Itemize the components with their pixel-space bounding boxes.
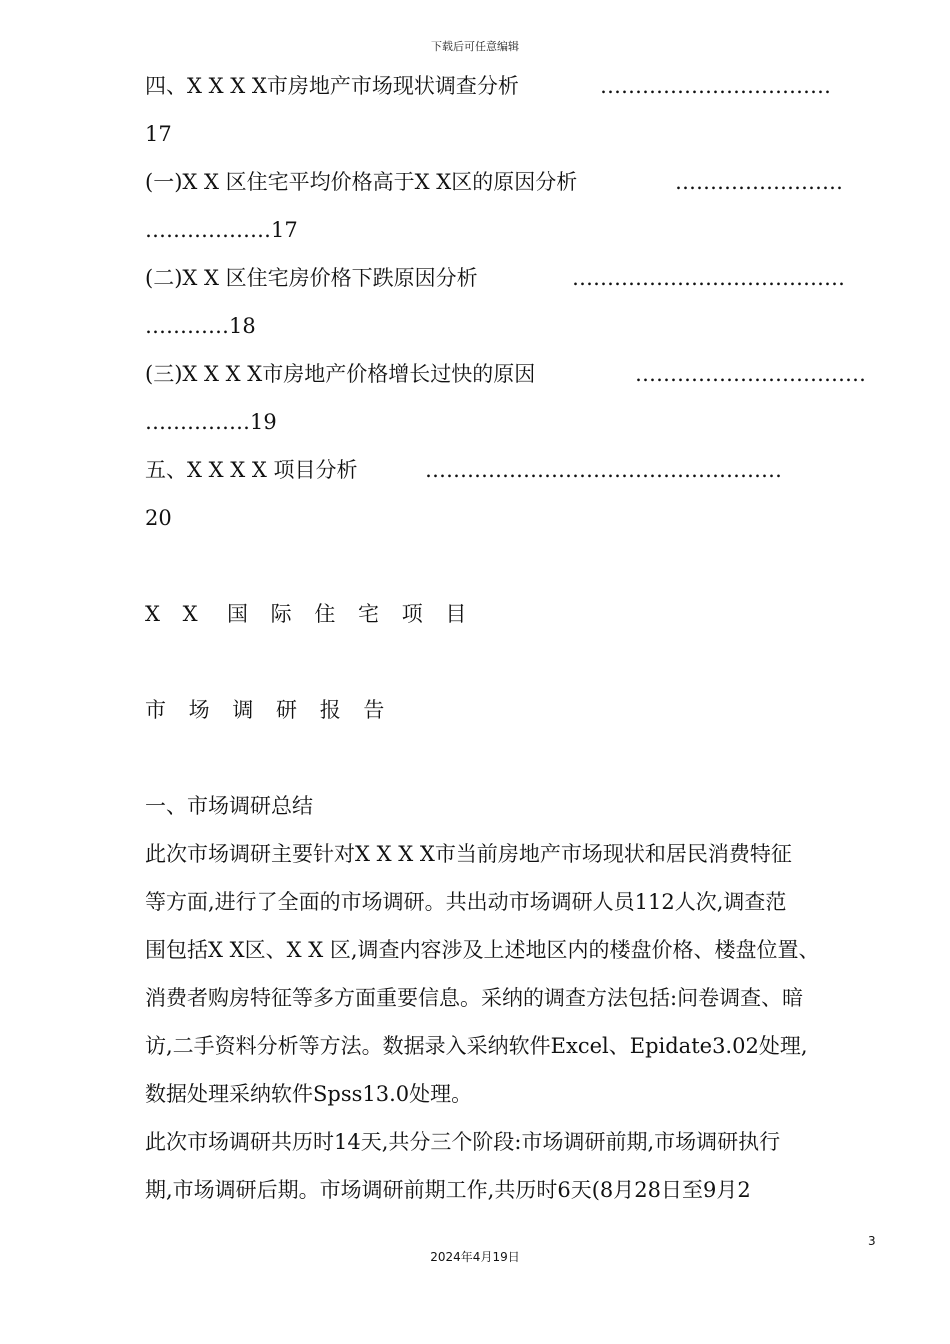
toc-page-line bbox=[145, 398, 895, 446]
toc-dots: …………………………… bbox=[635, 362, 866, 386]
page-header: 下载后可任意编辑 bbox=[431, 40, 519, 53]
toc-entry bbox=[145, 446, 895, 494]
toc-entry bbox=[145, 158, 895, 206]
toc-title: 五、X X X X 项目分析 bbox=[145, 458, 358, 482]
paragraph-line: 访,二手资料分析等方法。数据录入采纳软件Excel、Epidate3.02处理, bbox=[145, 1034, 808, 1058]
toc-page-number: 20 bbox=[145, 506, 172, 530]
paragraph-line: 数据处理采纳软件Spss13.0处理。 bbox=[145, 1082, 473, 1106]
paragraph-line: 围包括X X区、X X 区,调查内容涉及上述地区内的楼盘价格、楼盘位置、 bbox=[145, 938, 820, 962]
paragraph-2 bbox=[145, 1118, 895, 1214]
toc-dots-continued: ……………… bbox=[145, 218, 271, 242]
toc-page-number: 17 bbox=[271, 218, 298, 242]
toc-page-line bbox=[145, 110, 895, 158]
toc-dots: …………………………………………… bbox=[425, 458, 782, 482]
toc-title: (一)X X 区住宅平均价格高于X X区的原因分析 bbox=[145, 170, 578, 194]
toc-title: 四、X X X X市房地产市场现状调查分析 bbox=[145, 74, 519, 98]
page-number: 3 bbox=[868, 1234, 876, 1248]
paragraph-line: 等方面,进行了全面的市场调研。共出动市场调研人员112人次,调查范 bbox=[145, 890, 787, 914]
paragraph-line: 此次市场调研主要针对X X X X市当前房地产市场现状和居民消费特征 bbox=[145, 842, 792, 866]
report-title-line2: 市 场 调 研 报 告 bbox=[145, 698, 393, 722]
toc-page-number: 17 bbox=[145, 122, 172, 146]
section-heading: 一、市场调研总结 bbox=[145, 794, 313, 818]
toc-dots-continued: …………… bbox=[145, 410, 250, 434]
footer-date: 2024年4月19日 bbox=[430, 1250, 520, 1264]
toc-title: (二)X X 区住宅房价格下跌原因分析 bbox=[145, 266, 478, 290]
toc-dots: …………………………… bbox=[600, 74, 831, 98]
paragraph-line: 期,市场调研后期。市场调研前期工作,共历时6天(8月28日至9月2 bbox=[145, 1178, 751, 1202]
toc-page-number: 18 bbox=[229, 314, 256, 338]
paragraph-1 bbox=[145, 830, 895, 1118]
toc-page-line bbox=[145, 206, 895, 254]
toc-entry bbox=[145, 350, 895, 398]
toc-entry bbox=[145, 62, 895, 110]
report-title-name: 国 际 住 宅 项 目 bbox=[227, 602, 475, 626]
toc-title: (三)X X X X市房地产价格增长过快的原因 bbox=[145, 362, 536, 386]
toc-page-line bbox=[145, 494, 895, 542]
toc-entry bbox=[145, 254, 895, 302]
toc-dots: …………………… bbox=[675, 170, 843, 194]
paragraph-line: 消费者购房特征等多方面重要信息。采纳的调查方法包括:问卷调查、暗 bbox=[145, 986, 804, 1010]
paragraph-line: 此次市场调研共历时14天,共分三个阶段:市场调研前期,市场调研执行 bbox=[145, 1130, 781, 1154]
toc-dots: ………………………………… bbox=[572, 266, 845, 290]
document-body bbox=[145, 62, 895, 1214]
toc-dots-continued: ………… bbox=[145, 314, 229, 338]
report-title-prefix: X X bbox=[145, 602, 206, 626]
report-title-line1 bbox=[145, 590, 895, 638]
toc-page-number: 19 bbox=[250, 410, 277, 434]
toc-page-line bbox=[145, 302, 895, 350]
